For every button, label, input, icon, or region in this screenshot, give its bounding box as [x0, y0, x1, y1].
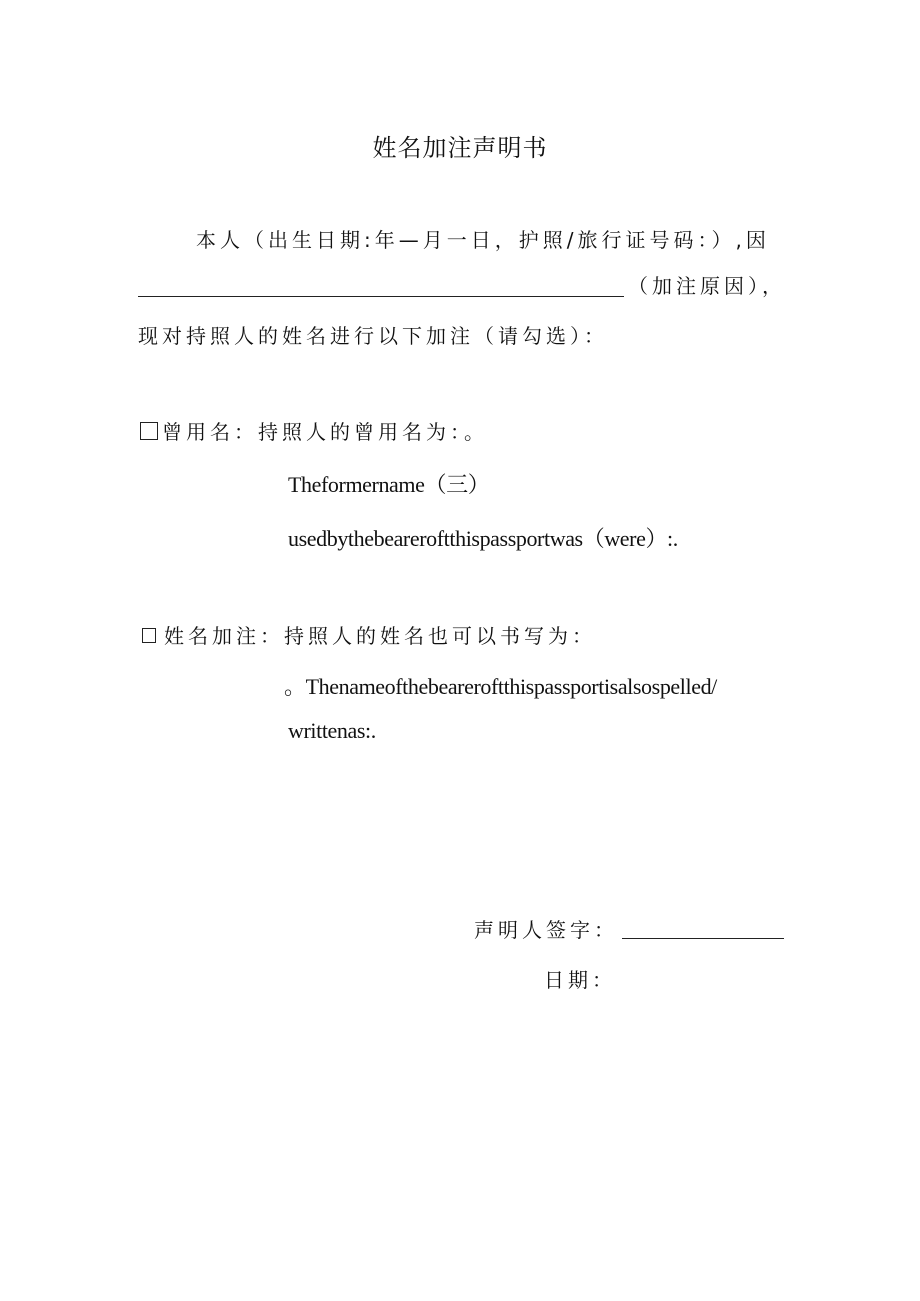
- alt-spelling-checkbox[interactable]: [142, 628, 156, 643]
- signer-label: 声明人签字：: [474, 918, 618, 942]
- reason-label: （加注原因），: [628, 274, 786, 298]
- former-name-english-line1: Theformername（三）: [288, 472, 490, 497]
- signature-blank-field[interactable]: [622, 938, 784, 939]
- reason-blank-field[interactable]: [138, 296, 624, 297]
- date-label: 日期：: [544, 968, 616, 992]
- former-name-checkbox[interactable]: [140, 422, 158, 440]
- alt-spelling-label: 姓名加注：持照人的姓名也可以书写为：: [164, 624, 596, 648]
- alt-spelling-english-line2: writtenas:.: [288, 718, 376, 743]
- former-name-label: 曾用名：持照人的曾用名为：。: [162, 420, 488, 444]
- intro-line-instruction: 现对持照人的姓名进行以下加注（请勾选）：: [138, 324, 608, 348]
- alt-spelling-english-line1: 。Thenameofthebeareroftthispassportisalsospelled/: [284, 674, 717, 699]
- option-former-name: [140, 416, 488, 445]
- intro-line-birth-passport: 本人（出生日期:年—月一日，护照/旅行证号码：）,因: [196, 228, 770, 252]
- option-alt-spelling: [140, 620, 596, 649]
- page-title: 姓名加注声明书: [372, 134, 548, 162]
- former-name-english-line2: usedbythebeareroftthispassportwas（were）:.: [288, 526, 678, 551]
